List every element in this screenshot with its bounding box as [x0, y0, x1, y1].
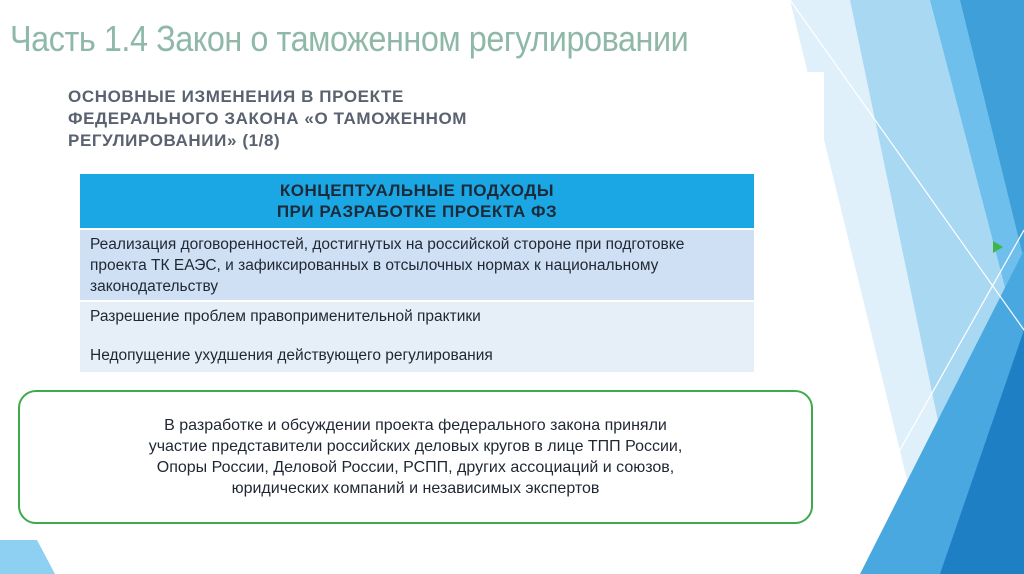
slide-title: Часть 1.4 Закон о таможенном регулировании — [10, 18, 689, 59]
table-header — [80, 174, 754, 228]
table-header-line-2: ПРИ РАЗРАБОТКЕ ПРОЕКТА ФЗ — [276, 202, 558, 221]
table-row-text: Разрешение проблем правоприменительной практики — [90, 308, 481, 325]
callout-text: В разработке и обсуждении проекта федерального закона приняли участие представители российских деловых кругов в лице ТПП России, Опоры России, Деловой России, РСПП, других ассоциаций и союзов, юридических компаний и независимых экспертов — [148, 417, 683, 497]
table-row — [80, 230, 754, 300]
content-image — [0, 72, 824, 540]
approaches-table — [80, 174, 754, 372]
table-row-text: Реализация договоренностей, достигнутых на российской стороне при подготовке проекта ТК ЕАЭС, и зафиксированных в отсылочных нормах к национальному законодательству — [90, 236, 685, 295]
table-row — [80, 302, 754, 372]
table-row-text: Недопущение ухудшения действующего регулирования — [90, 347, 493, 364]
section-subtitle: ОСНОВНЫЕ ИЗМЕНЕНИЯ В ПРОЕКТЕ ФЕДЕРАЛЬНОГО ЗАКОНА «О ТАМОЖЕННОМ РЕГУЛИРОВАНИИ» (1/8) — [68, 87, 468, 150]
participants-callout — [18, 390, 813, 524]
table-header-line-1: КОНЦЕПТУАЛЬНЫЕ ПОДХОДЫ — [279, 181, 555, 200]
